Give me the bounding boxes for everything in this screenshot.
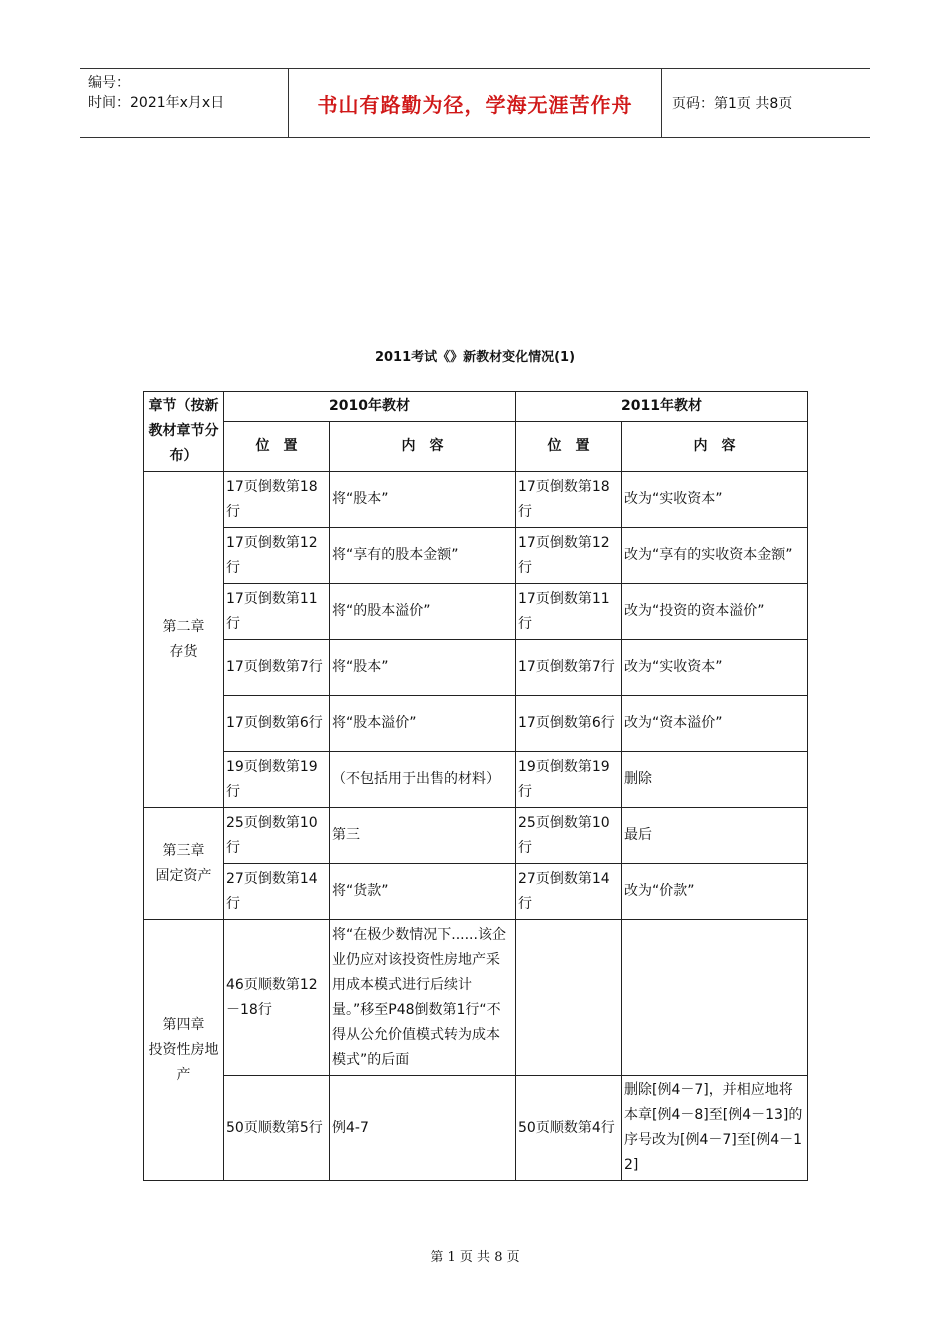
table-row: [144, 696, 808, 752]
content-2010-cell: 将“享有的股本金额”: [330, 528, 516, 584]
motto: 书山有路勤为径，学海无涯苦作舟: [289, 69, 662, 137]
header-content-2011: 内 容: [622, 422, 808, 472]
page-footer: 第 1 页 共 8 页: [430, 1250, 520, 1265]
table-row: [144, 528, 808, 584]
content-2010-cell: 第三: [330, 808, 516, 864]
chapter-cell: 第二章 存货: [144, 472, 224, 808]
content-2010-cell: 例4-7: [330, 1076, 516, 1181]
header-2011: 2011年教材: [516, 392, 808, 422]
content-2011-cell: [622, 920, 808, 1076]
position-2010-cell: 50页顺数第5行: [224, 1076, 330, 1181]
table-row: [144, 752, 808, 808]
position-2010-cell: 46页顺数第12－18行: [224, 920, 330, 1076]
position-2010-cell: 25页倒数第10行: [224, 808, 330, 864]
content-2011-cell: 改为“享有的实收资本金额”: [622, 528, 808, 584]
position-2011-cell: 25页倒数第10行: [516, 808, 622, 864]
content-2010-cell: 将“股本”: [330, 472, 516, 528]
table-row: [144, 584, 808, 640]
table-row: [144, 808, 808, 864]
table-row: [144, 472, 808, 528]
position-2011-cell: 50页顺数第4行: [516, 1076, 622, 1181]
table-row: [144, 920, 808, 1076]
position-2011-cell: 17页倒数第6行: [516, 696, 622, 752]
content-2010-cell: 将“的股本溢价”: [330, 584, 516, 640]
content-2011-cell: 改为“价款”: [622, 864, 808, 920]
header-position-2010: 位 置: [224, 422, 330, 472]
number-label: 编号：: [88, 75, 130, 91]
content-2010-cell: 将“货款”: [330, 864, 516, 920]
position-2011-cell: 17页倒数第18行: [516, 472, 622, 528]
table-row: [144, 640, 808, 696]
header-position-2011: 位 置: [516, 422, 622, 472]
position-2011-cell: 17页倒数第12行: [516, 528, 622, 584]
chapter-cell: 第四章 投资性房地产: [144, 920, 224, 1181]
content-2011-cell: 改为“资本溢价”: [622, 696, 808, 752]
content-2011-cell: 改为“实收资本”: [622, 472, 808, 528]
table-row: [144, 1076, 808, 1181]
content-2010-cell: 将“在极少数情况下......该企业仍应对该投资性房地产采用成本模式进行后续计量。”移至P48倒数第1行“不得从公允价值模式转为成本模式”的后面: [330, 920, 516, 1076]
header-meta: [80, 69, 289, 137]
position-2011-cell: 27页倒数第14行: [516, 864, 622, 920]
page-info: 页码：第1页 共8页: [672, 96, 793, 112]
document-title: 2011考试《》新教材变化情况(1): [374, 350, 576, 365]
position-2011-cell: [516, 920, 622, 1076]
content-2010-cell: 将“股本”: [330, 640, 516, 696]
header-2010: 2010年教材: [224, 392, 516, 422]
header-content-2010: 内 容: [330, 422, 516, 472]
position-2010-cell: 17页倒数第18行: [224, 472, 330, 528]
position-2010-cell: 17页倒数第12行: [224, 528, 330, 584]
content-2011-cell: 改为“投资的资本溢价”: [622, 584, 808, 640]
content-2011-cell: 删除[例4－7]，并相应地将本章[例4－8]至[例4－13]的序号改为[例4－7]至[例4－12]: [622, 1076, 808, 1181]
header-chapter: 章节（按新教材章节分布）: [144, 392, 224, 472]
content-2010-cell: 将“股本溢价”: [330, 696, 516, 752]
position-2010-cell: 19页倒数第19行: [224, 752, 330, 808]
table-body: [144, 472, 808, 1181]
position-2010-cell: 17页倒数第11行: [224, 584, 330, 640]
position-2010-cell: 27页倒数第14行: [224, 864, 330, 920]
chapter-cell: 第三章 固定资产: [144, 808, 224, 920]
position-2011-cell: 19页倒数第19行: [516, 752, 622, 808]
changes-table: [143, 391, 808, 1181]
page-header: [80, 68, 870, 138]
position-2010-cell: 17页倒数第6行: [224, 696, 330, 752]
position-2011-cell: 17页倒数第11行: [516, 584, 622, 640]
time-label: 时间：2021年x月x日: [88, 95, 225, 111]
content-2011-cell: 删除: [622, 752, 808, 808]
content-2010-cell: （不包括用于出售的材料）: [330, 752, 516, 808]
content-2011-cell: 最后: [622, 808, 808, 864]
content-2011-cell: 改为“实收资本”: [622, 640, 808, 696]
table-row: [144, 864, 808, 920]
position-2010-cell: 17页倒数第7行: [224, 640, 330, 696]
position-2011-cell: 17页倒数第7行: [516, 640, 622, 696]
